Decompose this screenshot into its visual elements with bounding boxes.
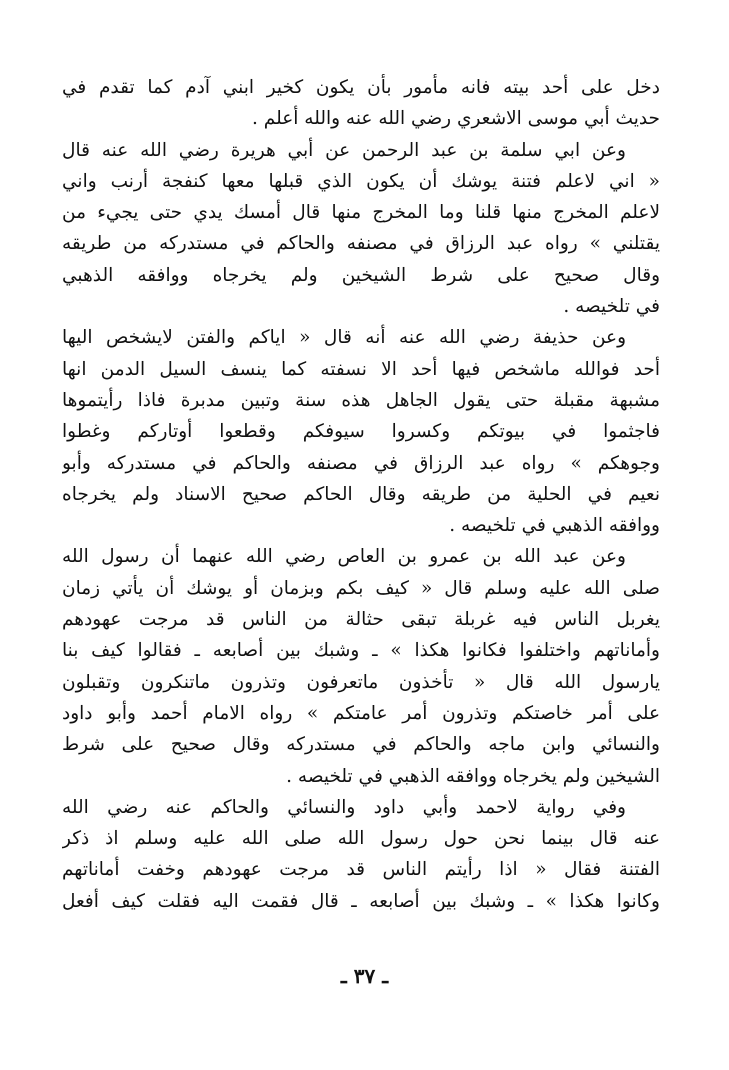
text-line: لاعلم المخرج منها قلنا وما المخرج منها قال أمسك يدي حتى يجيء من [62,202,660,224]
text-line: وعن حذيفة رضي الله عنه أنه قال « اياكم والفتن لايشخص اليها [62,327,626,349]
text-line: يغربل الناس فيه غربلة تبقى حثالة من الناس قد مرجت عهودهم [62,609,660,631]
text-line: يارسول الله قال « تأخذون ماتعرفون وتذرون ماتنكرون وتقبلون [62,671,660,693]
text-line: الفتنة فقال « اذا رأيتم الناس قد مرجت عهودهم وخفت أماناتهم [62,859,660,881]
text-line: الشيخين ولم يخرجاه ووافقه الذهبي في تلخيصه . [286,765,660,787]
text-line: وقال صحيح على شرط الشيخين ولم يخرجاه ووافقه الذهبي [62,264,660,286]
text-line: وجوهكم » رواه عبد الرزاق في مصنفه والحاكم في مستدركه وأبو [62,452,660,474]
text-line: فاجثموا في بيوتكم وكسروا سيوفكم وقطعوا أوتاركم وغطوا [62,421,660,443]
text-line: يقتلني » رواه عبد الرزاق في مصنفه والحاكم في مستدركه من طريقه [62,233,660,255]
text-line: حديث أبي موسى الاشعري رضي الله عنه والله أعلم . [252,108,660,130]
text-line: عنه قال بينما نحن حول رسول الله صلى الله عليه وسلم اذ ذكر [62,828,660,850]
text-line: وعن ابي سلمة بن عبد الرحمن عن أبي هريرة رضي الله عنه قال [62,139,626,161]
text-line: وعن عبد الله بن عمرو بن العاص رضي الله عنهما أن رسول الله [62,546,626,568]
page-number: ـ ٣٧ ـ [340,964,389,988]
text-line: وكانوا هكذا » ـ وشبك بين أصابعه ـ قال فقمت اليه فقلت كيف أفعل [62,890,660,912]
text-line: أحد فوالله ماشخص فيها أحد الا نسفته كما ينسف السيل الدمن انها [62,358,660,380]
text-line: والنسائي وابن ماجه والحاكم في مستدركه وقال صحيح على شرط [62,734,660,756]
text-line: وأماناتهم واختلفوا فكانوا هكذا » ـ وشبك بين أصابعه ـ فقالوا كيف بنا [62,640,660,662]
text-line: صلى الله عليه وسلم قال « كيف بكم وبزمان أو يوشك أن يأتي زمان [62,577,660,599]
text-line: على أمر خاصتكم وتذرون أمر عامتكم » رواه الامام أحمد وأبو داود [62,702,660,724]
text-line: وفي رواية لاحمد وأبي داود والنسائي والحاكم عنه رضي الله [62,796,626,818]
text-line: دخل على أحد بيته فانه مأمور بأن يكون كخير ابني آدم كما تقدم في [62,77,660,98]
body-text [62,72,660,917]
text-line: مشبهة مقبلة حتى يقول الجاهل هذه سنة وتبين مدبرة فاذا رأيتموها [62,389,660,411]
text-line: ووافقه الذهبي في تلخيصه . [449,515,660,537]
text-line: في تلخيصه . [563,296,660,318]
text-line: نعيم في الحلية من طريقه وقال الحاكم صحيح الاسناد ولم يخرجاه [62,483,660,505]
text-line: « اني لاعلم فتنة يوشك أن يكون الذي قبلها معها كنفجة أرنب واني [62,170,660,192]
